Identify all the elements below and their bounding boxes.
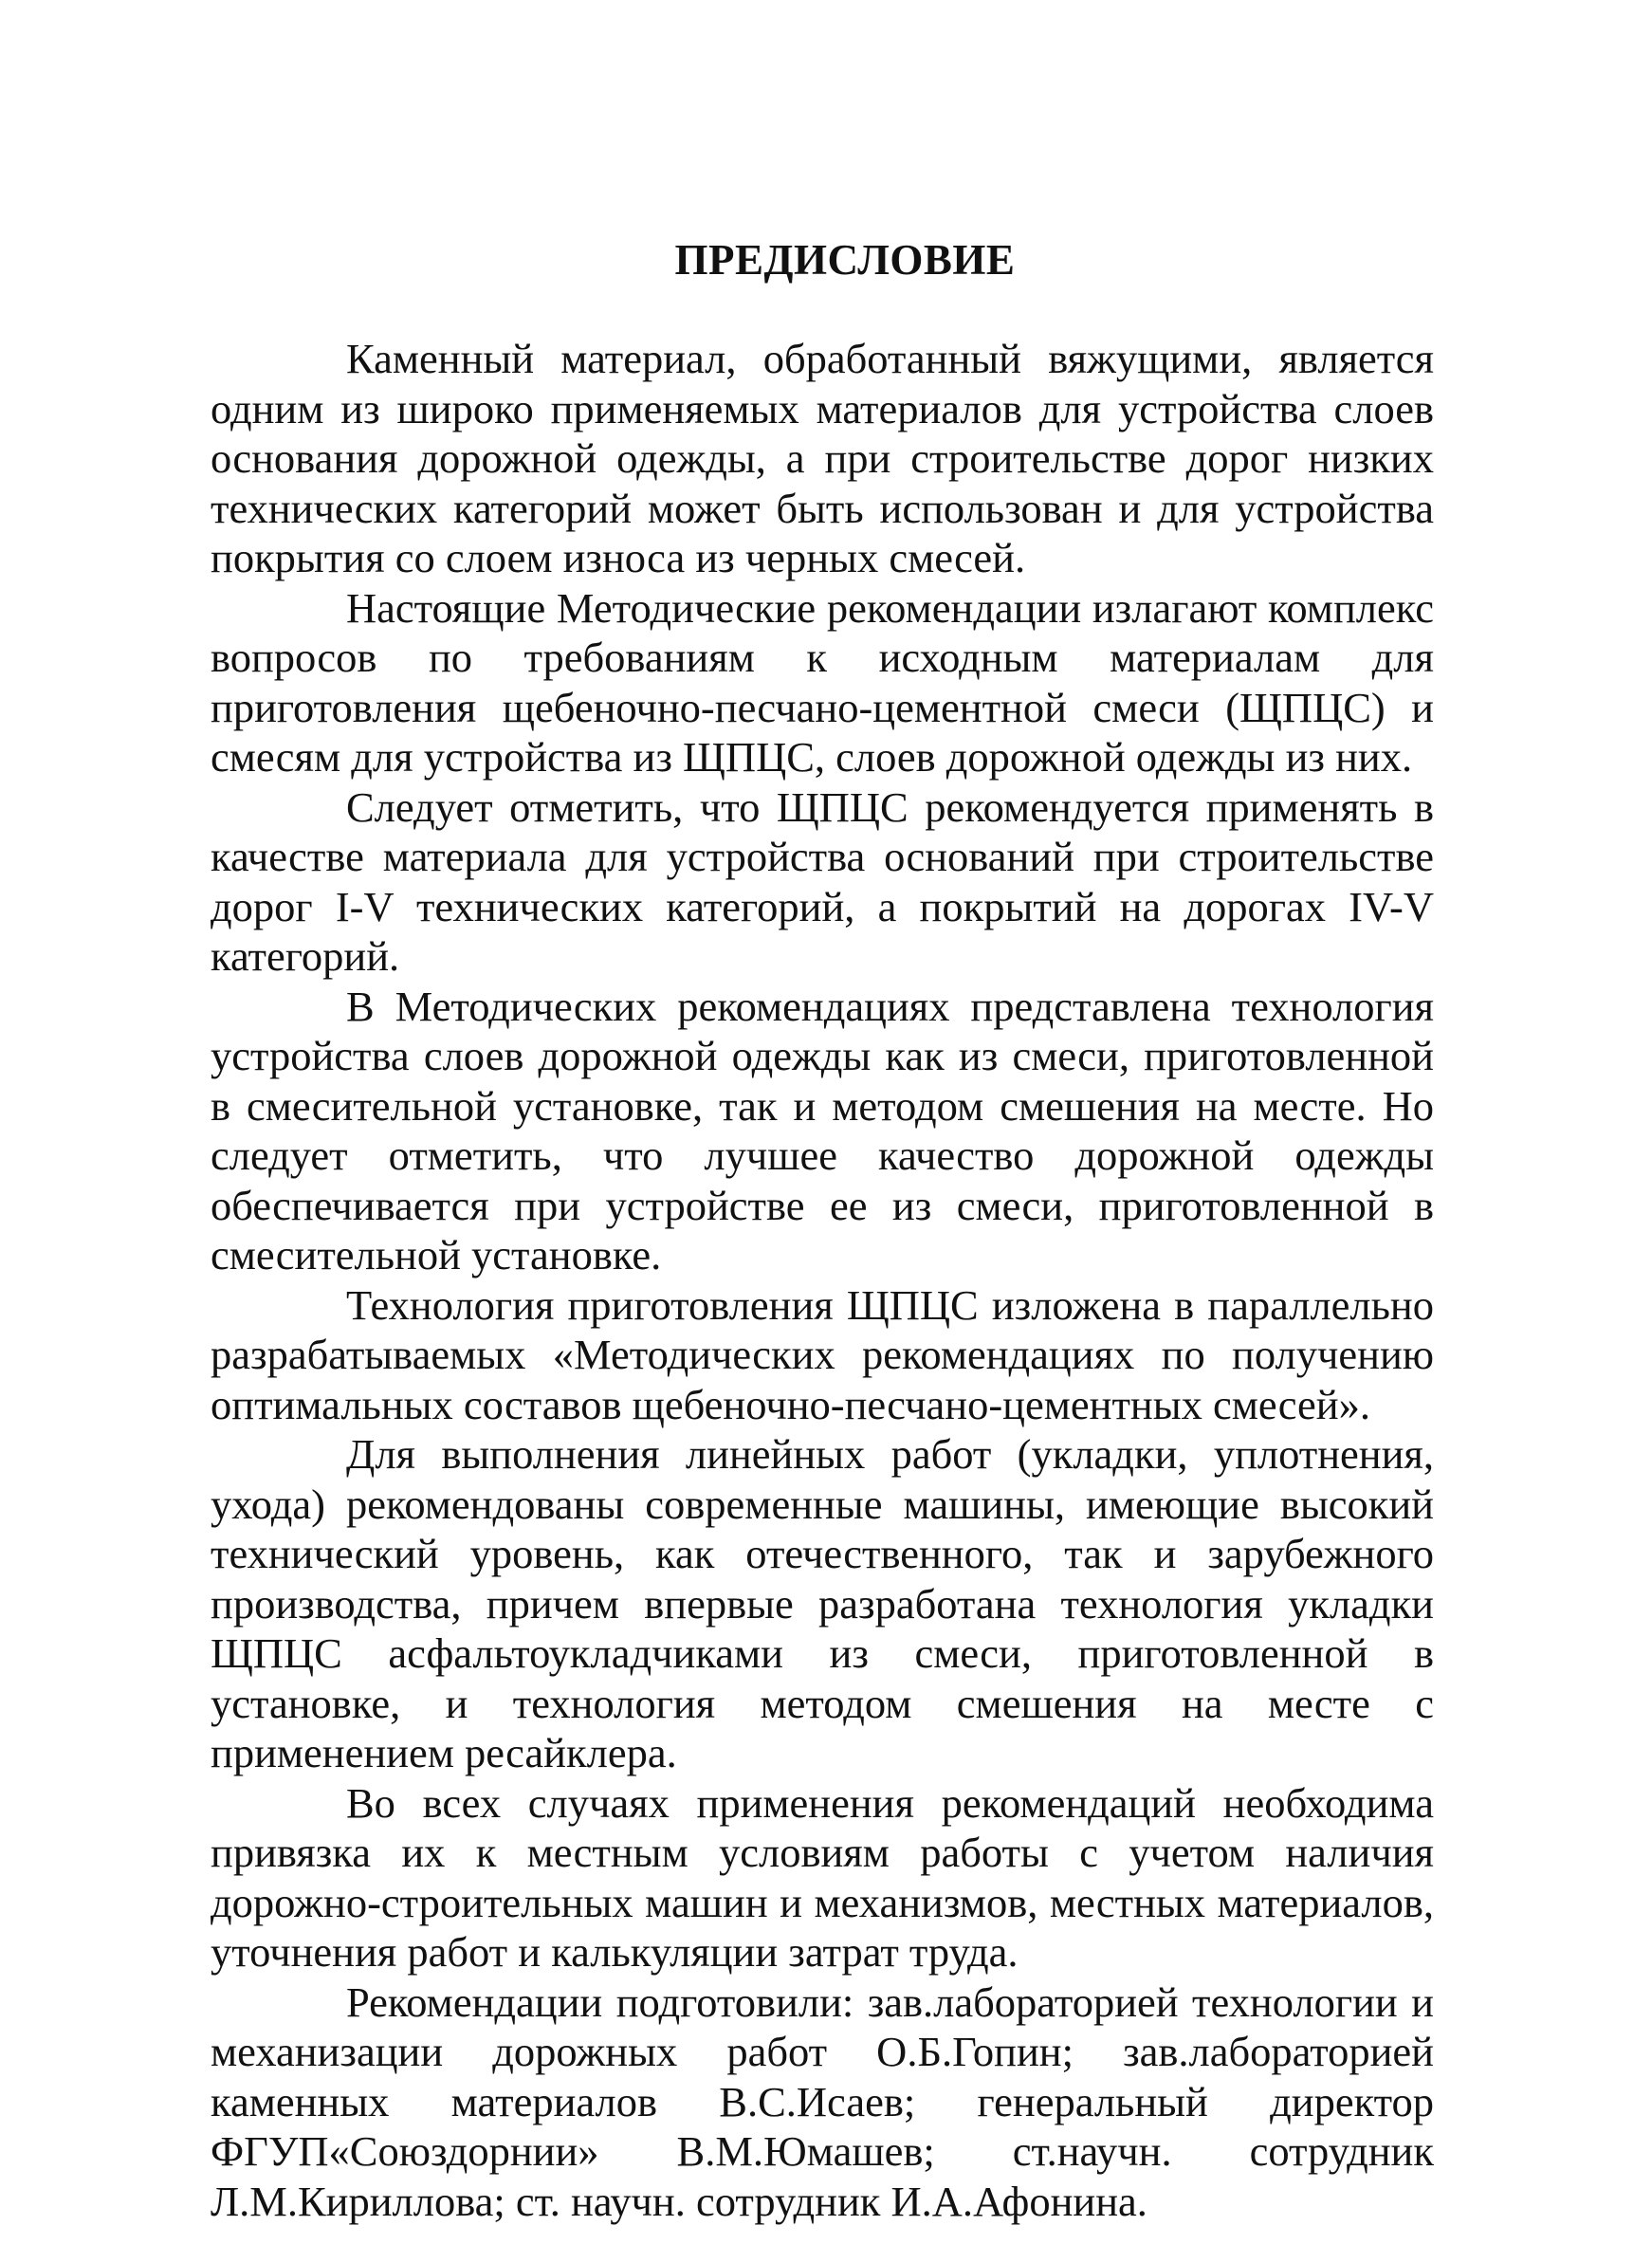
paragraph-5: Технология приготовления ЩПЦС изложена в параллельно разрабатываемых «Методических рекомендациях по получению оптимальных составов щебеночно-песчано-цементных смесей».: [211, 1280, 1434, 1428]
paragraph-2: Настоящие Методические рекомендации излагают комплекс вопросов по требованиям к исходным материалам для приготовления щебеночно-песчано-цементной смеси (ЩПЦС) и смесям для устройства из ЩПЦС, слоев дорожной одежды из них.: [211, 583, 1434, 781]
paragraph-1: Каменный материал, обработанный вяжущими, является одним из широко применяемых материалов для устройства слоев основания дорожной одежды, а при строительстве дорог низких технических категорий может быть использован и для устройства покрытия со слоем износа из черных смесей.: [211, 335, 1434, 581]
page-title: ПРЕДИСЛОВИЕ: [674, 236, 1016, 284]
paragraph-7: Во всех случаях применения рекомендаций необходима привязка их к местным условиям работы с учетом наличия дорожно-строительных машин и механизмов, местных материалов, уточнения работ и калькуляции затрат труда.: [211, 1778, 1434, 1976]
paragraph-3: Следует отметить, что ЩПЦС рекомендуется применять в качестве материала для устройства оснований при строительстве дорог I-V технических категорий, а покрытий на дорогах IV-V категорий.: [211, 782, 1434, 980]
paragraph-8: Рекомендации подготовили: зав.лабораторией технологии и механизации дорожных работ О.Б.Гопин; зав.лабораторией каменных материалов В.С.Исаев; генеральный директор ФГУП«Союздорнии» В.М.Юмашев; ст.научн. сотрудник Л.М.Кириллова; ст. научн. сотрудник И.А.Афонина.: [211, 1977, 1434, 2225]
paragraph-4: В Методических рекомендациях представлена технология устройства слоев дорожной одежды как из смеси, приготовленной в смесительной установке, так и методом смешения на месте. Но следует отметить, что лучшее качество дорожной одежды обеспечивается при устройстве ее из смеси, приготовленной в смесительной установке.: [211, 982, 1434, 1278]
body-text: [211, 334, 1434, 2226]
paragraph-6: Для выполнения линейных работ (укладки, уплотнения, ухода) рекомендованы современные машины, имеющие высокий технический уровень, как отечественного, так и зарубежного производства, причем впервые разработана технология укладки ЩПЦС асфальтоукладчиками из смеси, приготовленной в установке, и технология методом смешения на месте с применением ресайклера.: [211, 1430, 1434, 1776]
